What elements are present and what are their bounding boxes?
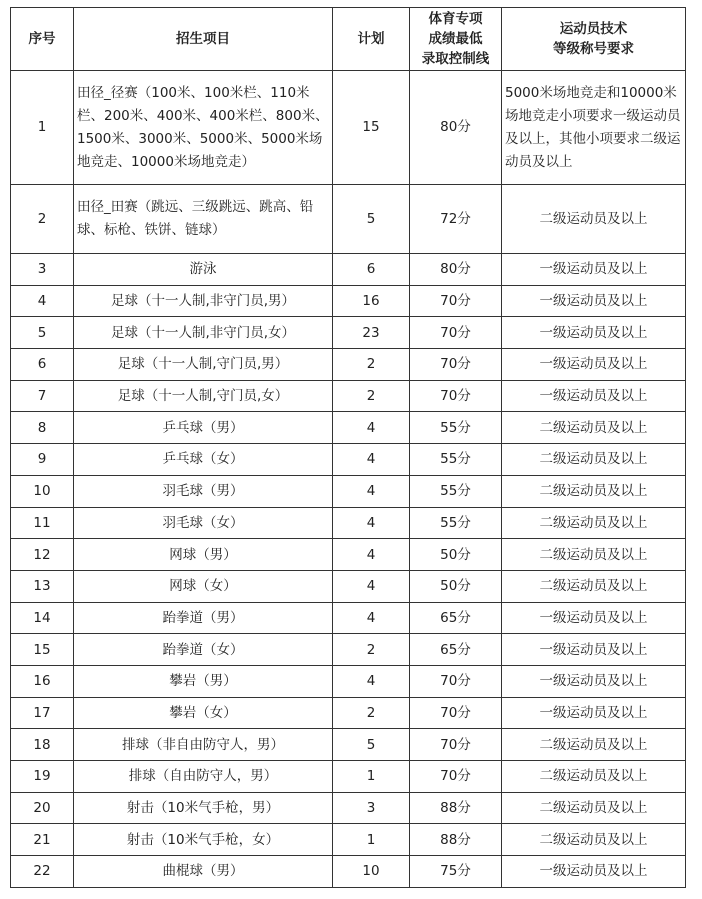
table-body [11,71,686,888]
cell-plan: 5 [333,185,410,254]
cell-program: 乒乓球（男） [74,412,333,444]
cell-program: 排球（非自由防守人，男） [74,729,333,761]
cell-level: 二级运动员及以上 [502,761,686,793]
cell-plan: 6 [333,254,410,286]
cell-no: 4 [11,285,74,317]
cell-no: 12 [11,539,74,571]
cell-level: 一级运动员及以上 [502,254,686,286]
cell-no: 20 [11,792,74,824]
cell-no: 18 [11,729,74,761]
cell-level: 一级运动员及以上 [502,856,686,888]
cell-score: 70分 [410,349,502,381]
cell-no: 15 [11,634,74,666]
cell-program: 羽毛球（男） [74,475,333,507]
cell-program: 田径_径赛（100米、100米栏、110米栏、200米、400米、400米栏、800米、1500米、3000米、5000米、5000米场地竞走、10000米场地竞走） [74,71,333,185]
cell-level: 5000米场地竞走和10000米场地竞走小项要求一级运动员及以上，其他小项要求二级运动员及以上 [502,71,686,185]
cell-score: 88分 [410,824,502,856]
cell-level: 二级运动员及以上 [502,539,686,571]
header-score [410,8,502,71]
cell-plan: 2 [333,697,410,729]
table-row [11,539,686,571]
cell-score: 55分 [410,412,502,444]
cell-level: 一级运动员及以上 [502,665,686,697]
header-score-line-1: 体育专项 [428,11,483,27]
cell-program: 射击（10米气手枪，男） [74,792,333,824]
header-level [502,8,686,71]
table-row [11,634,686,666]
cell-level: 一级运动员及以上 [502,634,686,666]
cell-program: 攀岩（男） [74,665,333,697]
cell-level: 一级运动员及以上 [502,697,686,729]
table-row [11,570,686,602]
cell-program: 乒乓球（女） [74,444,333,476]
cell-level: 二级运动员及以上 [502,570,686,602]
cell-plan: 5 [333,729,410,761]
cell-program: 足球（十一人制,守门员,女） [74,380,333,412]
cell-plan: 4 [333,412,410,444]
cell-no: 9 [11,444,74,476]
cell-no: 19 [11,761,74,793]
cell-score: 80分 [410,254,502,286]
cell-no: 11 [11,507,74,539]
cell-no: 2 [11,185,74,254]
cell-no: 5 [11,317,74,349]
header-score-line-2: 成绩最低 [428,31,483,47]
cell-plan: 3 [333,792,410,824]
cell-score: 70分 [410,761,502,793]
cell-program: 足球（十一人制,非守门员,女） [74,317,333,349]
table-row [11,285,686,317]
cell-level: 二级运动员及以上 [502,792,686,824]
cell-program: 排球（自由防守人，男） [74,761,333,793]
cell-no: 7 [11,380,74,412]
cell-level: 二级运动员及以上 [502,444,686,476]
cell-score: 80分 [410,71,502,185]
cell-plan: 4 [333,475,410,507]
cell-plan: 16 [333,285,410,317]
table-row [11,444,686,476]
cell-no: 6 [11,349,74,381]
cell-no: 14 [11,602,74,634]
cell-plan: 10 [333,856,410,888]
table-row [11,380,686,412]
table-row [11,792,686,824]
cell-level: 二级运动员及以上 [502,185,686,254]
cell-program: 游泳 [74,254,333,286]
cell-score: 50分 [410,570,502,602]
cell-level: 一级运动员及以上 [502,317,686,349]
cell-score: 75分 [410,856,502,888]
cell-level: 二级运动员及以上 [502,507,686,539]
cell-no: 8 [11,412,74,444]
cell-plan: 4 [333,444,410,476]
header-program: 招生项目 [74,8,333,71]
cell-no: 16 [11,665,74,697]
cell-plan: 4 [333,665,410,697]
cell-score: 55分 [410,475,502,507]
cell-program: 曲棍球（男） [74,856,333,888]
table-row [11,412,686,444]
table-row [11,761,686,793]
cell-level: 二级运动员及以上 [502,729,686,761]
cell-plan: 23 [333,317,410,349]
table-header-row [11,8,686,71]
header-plan: 计划 [333,8,410,71]
cell-program: 跆拳道（男） [74,602,333,634]
cell-plan: 4 [333,570,410,602]
table-row [11,71,686,185]
cell-no: 1 [11,71,74,185]
table-row [11,729,686,761]
cell-score: 70分 [410,697,502,729]
cell-score: 65分 [410,602,502,634]
admissions-table [10,7,686,888]
cell-level: 一级运动员及以上 [502,285,686,317]
cell-program: 网球（女） [74,570,333,602]
cell-no: 21 [11,824,74,856]
cell-no: 17 [11,697,74,729]
header-level-line-1: 运动员技术 [559,21,628,37]
cell-no: 10 [11,475,74,507]
cell-level: 一级运动员及以上 [502,380,686,412]
cell-score: 88分 [410,792,502,824]
cell-score: 50分 [410,539,502,571]
cell-level: 一级运动员及以上 [502,349,686,381]
cell-program: 网球（男） [74,539,333,571]
table-row [11,185,686,254]
cell-program: 射击（10米气手枪，女） [74,824,333,856]
cell-plan: 2 [333,634,410,666]
cell-plan: 2 [333,349,410,381]
cell-program: 足球（十一人制,非守门员,男） [74,285,333,317]
table-row [11,475,686,507]
cell-plan: 4 [333,602,410,634]
table-row [11,349,686,381]
cell-plan: 1 [333,761,410,793]
cell-program: 田径_田赛（跳远、三级跳远、跳高、铅球、标枪、铁饼、链球） [74,185,333,254]
cell-plan: 15 [333,71,410,185]
cell-score: 72分 [410,185,502,254]
cell-score: 70分 [410,729,502,761]
cell-level: 一级运动员及以上 [502,602,686,634]
cell-score: 70分 [410,285,502,317]
cell-score: 70分 [410,317,502,349]
table-row [11,697,686,729]
table-row [11,856,686,888]
cell-score: 65分 [410,634,502,666]
cell-program: 攀岩（女） [74,697,333,729]
cell-no: 3 [11,254,74,286]
cell-program: 羽毛球（女） [74,507,333,539]
cell-plan: 4 [333,507,410,539]
cell-score: 55分 [410,507,502,539]
header-level-line-2: 等级称号要求 [553,41,634,57]
header-no: 序号 [11,8,74,71]
cell-program: 足球（十一人制,守门员,男） [74,349,333,381]
table-row [11,824,686,856]
cell-level: 二级运动员及以上 [502,475,686,507]
table-row [11,317,686,349]
cell-plan: 1 [333,824,410,856]
cell-score: 70分 [410,380,502,412]
header-score-line-3: 录取控制线 [421,51,490,67]
table-row [11,254,686,286]
cell-plan: 2 [333,380,410,412]
cell-plan: 4 [333,539,410,571]
cell-level: 二级运动员及以上 [502,824,686,856]
table-row [11,507,686,539]
cell-score: 55分 [410,444,502,476]
cell-score: 70分 [410,665,502,697]
cell-no: 22 [11,856,74,888]
cell-no: 13 [11,570,74,602]
table-row [11,665,686,697]
cell-level: 二级运动员及以上 [502,412,686,444]
cell-program: 跆拳道（女） [74,634,333,666]
table-row [11,602,686,634]
